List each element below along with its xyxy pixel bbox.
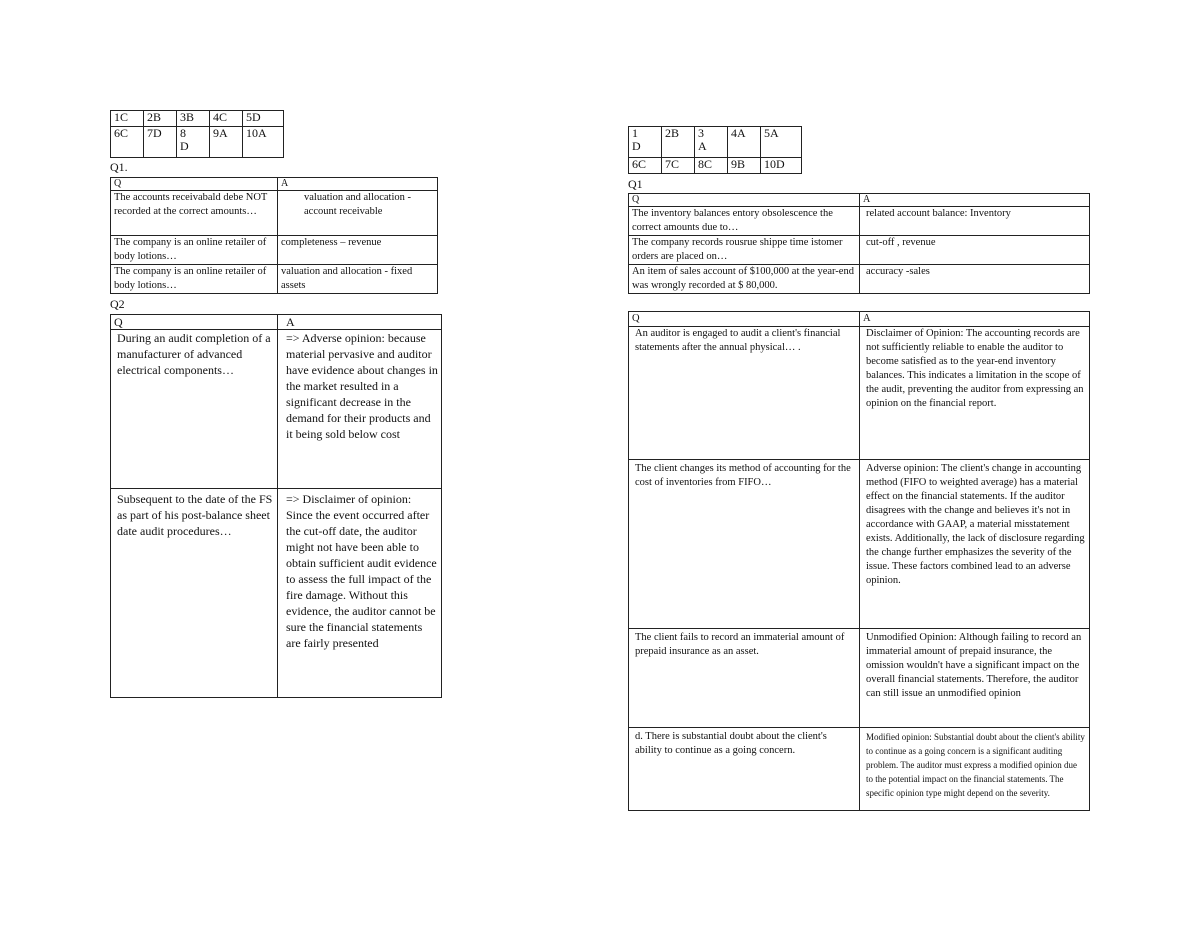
answer-cell: 8C bbox=[695, 158, 728, 174]
right-answer-grid bbox=[628, 126, 802, 174]
answer-cell: 3 A bbox=[695, 127, 728, 158]
answer-cell: accuracy -sales bbox=[860, 265, 1090, 294]
answer-cell: => Adverse opinion: because material pervasive and auditor have evidence about changes in the market resulted in a significant decrease in the demand for their products and it being sold below cost bbox=[278, 330, 442, 489]
question-cell: The inventory balances entory obsolescence the correct amounts due to… bbox=[629, 207, 860, 236]
answer-cell: 9B bbox=[728, 158, 761, 174]
column-header-q: Q bbox=[111, 315, 278, 330]
table-row bbox=[111, 330, 442, 489]
question-cell: The accounts receivabald debe NOT recorded at the correct amounts… bbox=[111, 191, 278, 236]
answer-cell: 6C bbox=[629, 158, 662, 174]
question-cell: An auditor is engaged to audit a client's financial statements after the annual physical… . bbox=[629, 327, 860, 460]
answer-cell: 1 D bbox=[629, 127, 662, 158]
table-row bbox=[111, 236, 438, 265]
answer-cell: 9A bbox=[210, 127, 243, 158]
question-cell: The company records rousrue shippe time istomer orders are placed on… bbox=[629, 236, 860, 265]
question-cell: The company is an online retailer of body lotions… bbox=[111, 236, 278, 265]
left-q1-label: Q1. bbox=[110, 160, 128, 174]
answer-cell: Adverse opinion: The client's change in accounting method (FIFO to weighted average) has a material effect on the financial statements. If the auditor disagrees with the change and believes it's not in accordance with GAAP, a material misstatement exists. Additionally, the lack of disclosure regarding the change further emphasizes the severity of the issue. These factors combined lead to an adverse opinion. bbox=[860, 460, 1090, 629]
answer-cell: => Disclaimer of opinion: Since the event occurred after the cut-off date, the auditor might not have been able to obtain sufficient audit evidence to assess the full impact of the fire damage. Without this evidence, the auditor cannot be sure the financial statements are fairly presented bbox=[278, 489, 442, 698]
answer-cell: 5A bbox=[761, 127, 802, 158]
table-row bbox=[629, 265, 1090, 294]
table-row bbox=[629, 460, 1090, 629]
answer-cell: completeness – revenue bbox=[278, 236, 438, 265]
question-cell: An item of sales account of $100,000 at the year-end was wrongly recorded at $ 80,000. bbox=[629, 265, 860, 294]
question-cell: The client fails to record an immaterial amount of prepaid insurance as an asset. bbox=[629, 629, 860, 728]
answer-cell: 2B bbox=[144, 111, 177, 127]
table-row bbox=[111, 191, 438, 236]
table-row bbox=[111, 489, 442, 698]
answer-cell: 3B bbox=[177, 111, 210, 127]
table-header bbox=[629, 194, 1090, 207]
answer-row bbox=[111, 127, 284, 158]
table-row bbox=[629, 327, 1090, 460]
table-row bbox=[629, 207, 1090, 236]
left-q2-label: Q2 bbox=[110, 297, 125, 311]
answer-row bbox=[111, 111, 284, 127]
answer-row bbox=[629, 158, 802, 174]
question-cell: The client changes its method of accounting for the cost of inventories from FIFO… bbox=[629, 460, 860, 629]
question-cell: Subsequent to the date of the FS as part of his post-balance sheet date audit procedures… bbox=[111, 489, 278, 698]
table-header bbox=[629, 312, 1090, 327]
column-header-q: Q bbox=[629, 194, 860, 207]
left-answer-grid bbox=[110, 110, 284, 158]
column-header-a: A bbox=[860, 312, 1090, 327]
answer-row bbox=[629, 127, 802, 158]
table-row bbox=[111, 265, 438, 294]
answer-cell: 5D bbox=[243, 111, 284, 127]
table-row bbox=[629, 728, 1090, 811]
left-q1-table bbox=[110, 177, 438, 294]
answer-cell: Disclaimer of Opinion: The accounting records are not sufficiently reliable to enable the auditor to become satisfied as to the year-end inventory balances. This indicates a limitation in the scope of the audit, preventing the auditor from expressing an opinion on the financial report. bbox=[860, 327, 1090, 460]
table-header bbox=[111, 315, 442, 330]
answer-cell: valuation and allocation - fixed assets bbox=[278, 265, 438, 294]
table-header bbox=[111, 178, 438, 191]
left-q2-table bbox=[110, 314, 442, 698]
answer-cell: 4A bbox=[728, 127, 761, 158]
answer-cell: 7C bbox=[662, 158, 695, 174]
answer-cell: 4C bbox=[210, 111, 243, 127]
right-q1-label: Q1 bbox=[628, 177, 643, 191]
right-q2-table bbox=[628, 311, 1090, 811]
answer-cell: valuation and allocation - account receivable bbox=[278, 191, 438, 236]
answer-cell: 2B bbox=[662, 127, 695, 158]
column-header-a: A bbox=[278, 315, 442, 330]
answer-cell: 6C bbox=[111, 127, 144, 158]
table-row bbox=[629, 236, 1090, 265]
column-header-q: Q bbox=[629, 312, 860, 327]
table-row bbox=[629, 629, 1090, 728]
question-cell: The company is an online retailer of body lotions… bbox=[111, 265, 278, 294]
right-q1-table bbox=[628, 193, 1090, 294]
question-cell: During an audit completion of a manufacturer of advanced electrical components… bbox=[111, 330, 278, 489]
answer-cell: related account balance: Inventory bbox=[860, 207, 1090, 236]
answer-cell: 8 D bbox=[177, 127, 210, 158]
column-header-a: A bbox=[860, 194, 1090, 207]
answer-cell: cut-off , revenue bbox=[860, 236, 1090, 265]
answer-cell: 1C bbox=[111, 111, 144, 127]
answer-cell: 10D bbox=[761, 158, 802, 174]
answer-cell: Unmodified Opinion: Although failing to record an immaterial amount of prepaid insurance, the omission wouldn't have a significant impact on the overall financial statements. Therefore, the auditor can still issue an unmodified opinion bbox=[860, 629, 1090, 728]
column-header-a: A bbox=[278, 178, 438, 191]
answer-cell: Modified opinion: Substantial doubt about the client's ability to continue as a going concern is a significant auditing problem. The auditor must express a modified opinion due to the potential impact on the financial statements. The specific opinion type might depend on the severity. bbox=[860, 728, 1090, 811]
column-header-q: Q bbox=[111, 178, 278, 191]
question-cell: d. There is substantial doubt about the client's ability to continue as a going concern. bbox=[629, 728, 860, 811]
answer-cell: 7D bbox=[144, 127, 177, 158]
answer-cell: 10A bbox=[243, 127, 284, 158]
